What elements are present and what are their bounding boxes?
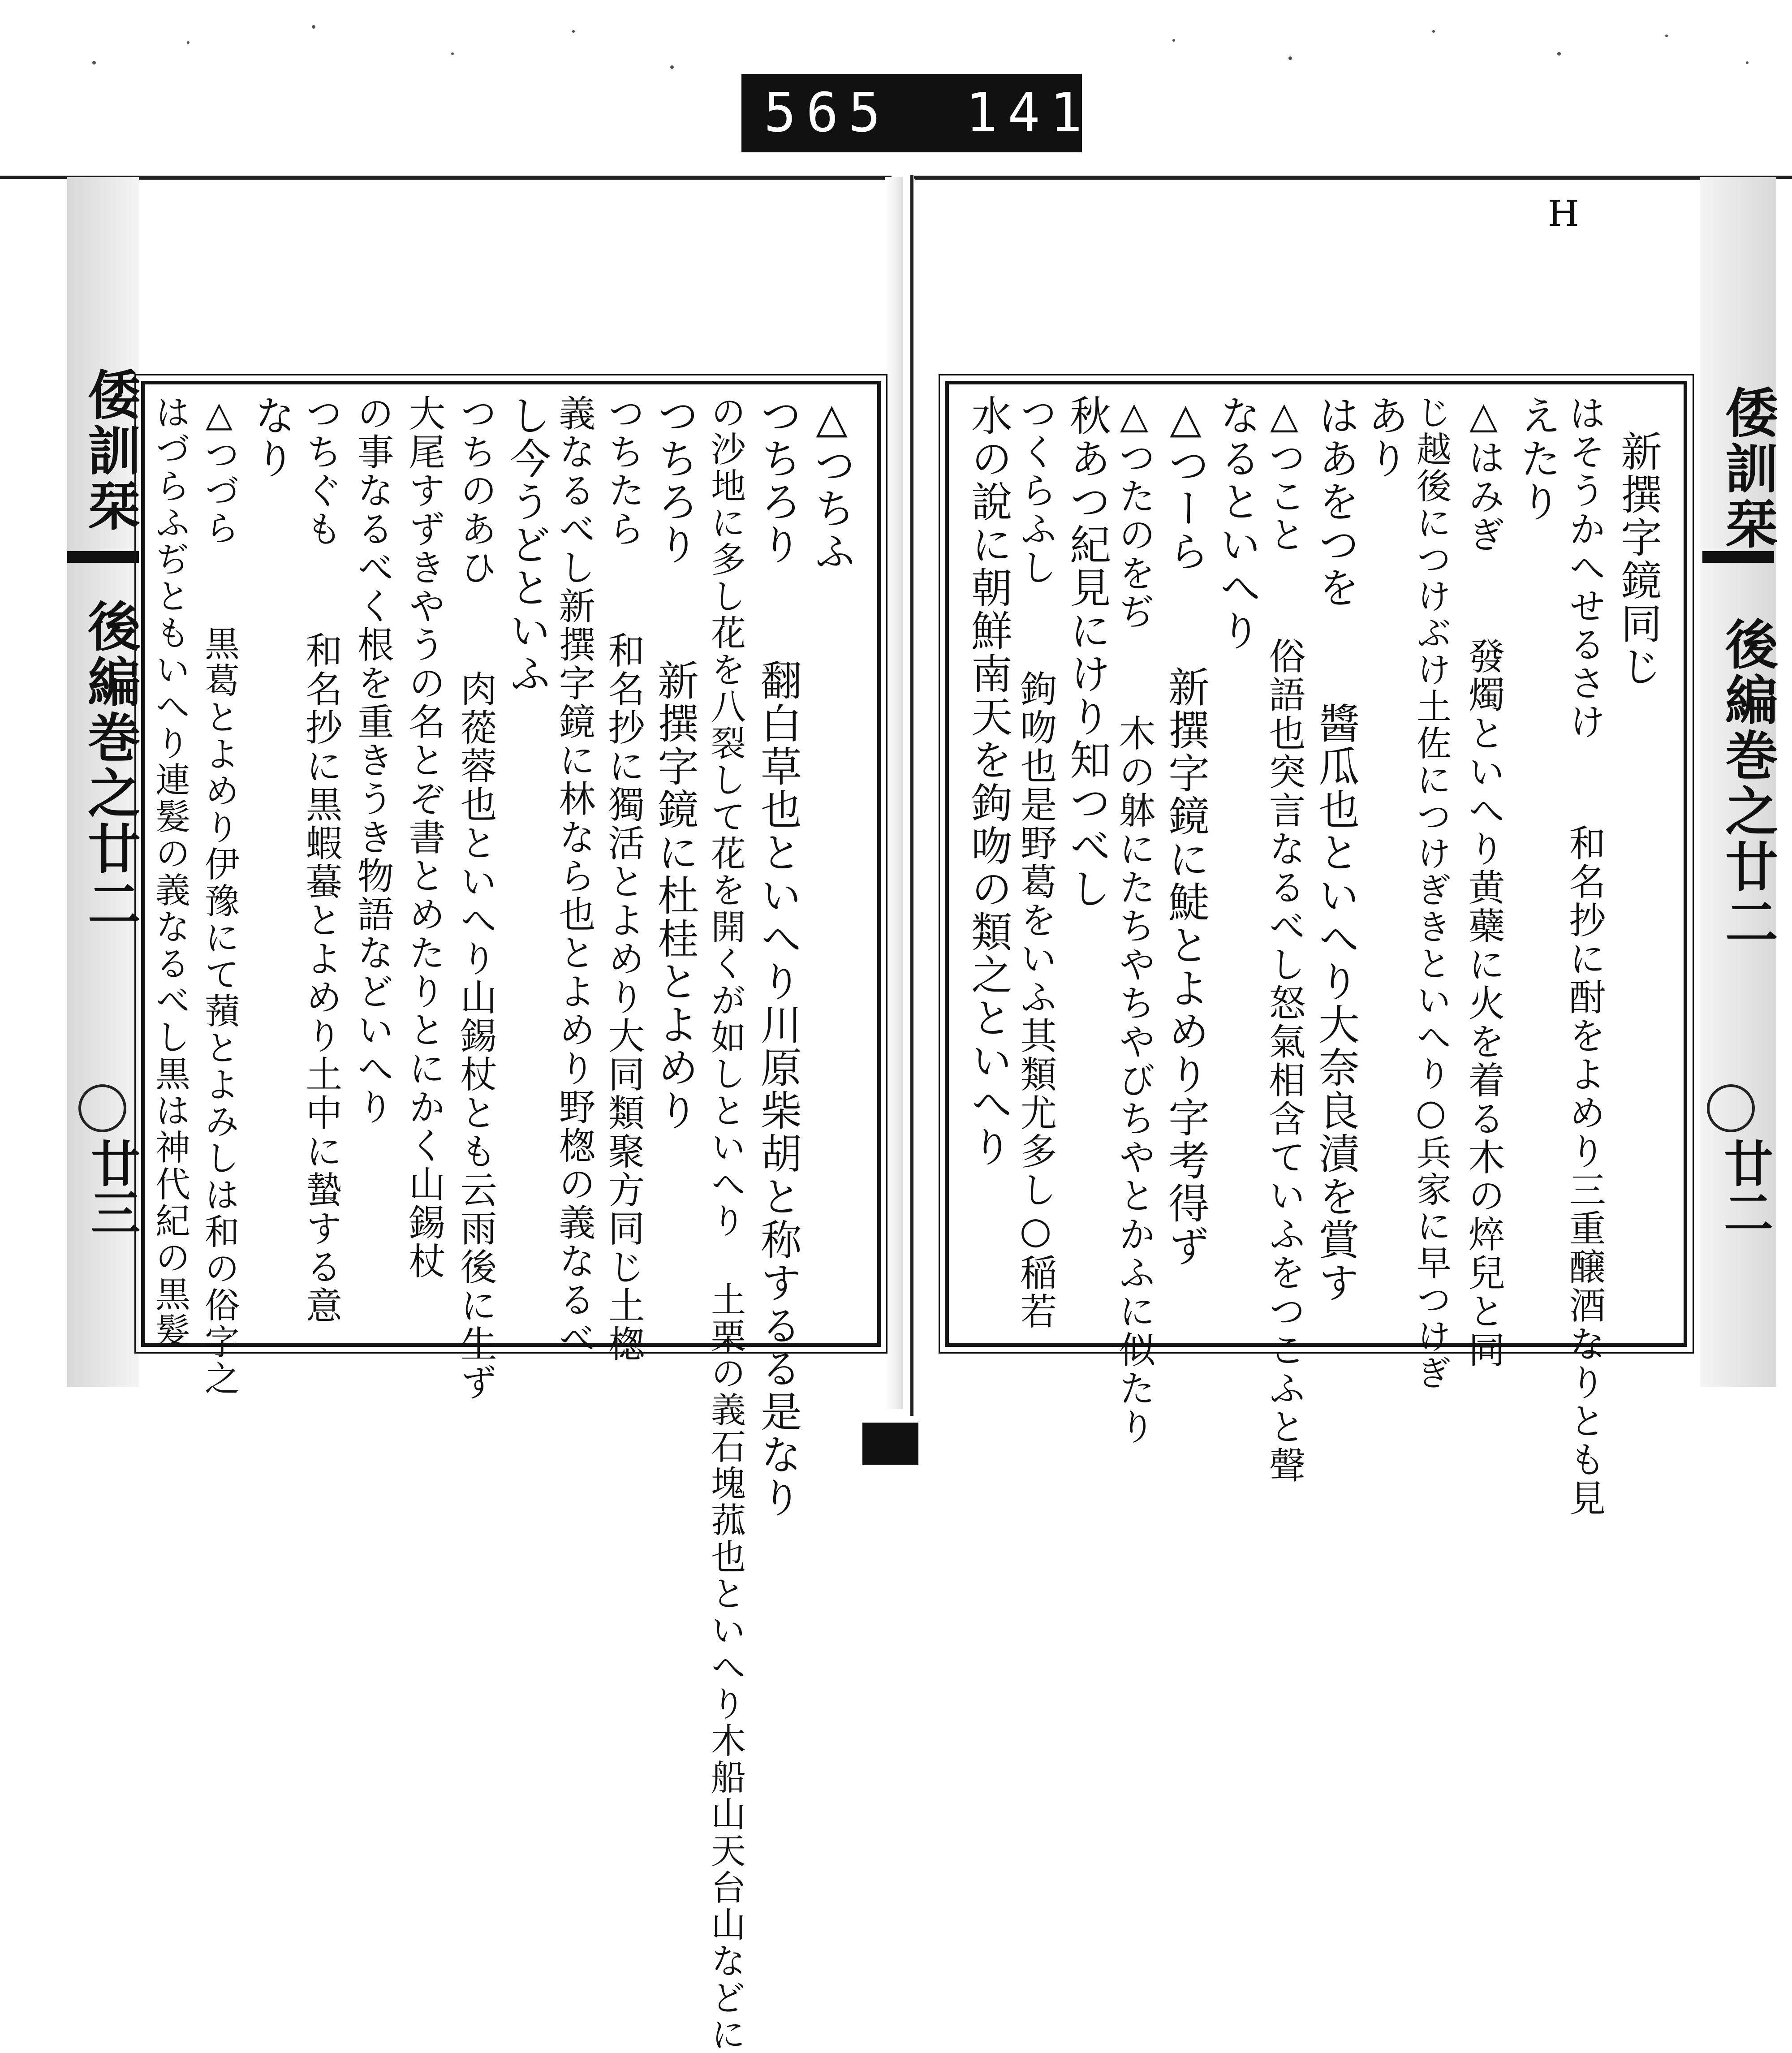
right-column-7: はあをつを 醬瓜也といへり大奈良漬を賞す — [1312, 394, 1360, 1304]
right-page-number: 廿二 — [1716, 1138, 1774, 1237]
left-margin-title: 倭訓栞 後編巻之廿二 — [79, 367, 141, 932]
right-column-4: △はみぎ 發燭といへり黄蘗に火を着る木の焠兒と同 — [1462, 394, 1505, 1369]
catalog-number: 565 — [764, 82, 891, 144]
right-column-10: △つーら 新撰字鏡に鯐とよめり字考得ず — [1162, 394, 1210, 1268]
left-column-6: 義なるべし新撰字鏡に林なら也とよめり野楤の義なるべ — [553, 394, 595, 1358]
spine-line — [910, 175, 913, 1416]
left-column-3: の沙地に多し花を八裂して花を開くが如しといへり 土栗の義石塊菰也といへり木船山天台山などに — [705, 394, 745, 2053]
right-column-3: えたり — [1513, 394, 1561, 523]
right-column-5: じ越後につけぶけ土佐につけぎきといへり○兵家に早つけぎ — [1411, 394, 1451, 1392]
right-column-13: つくらふし 鉤吻也是野葛をいふ其類尤多し○稲若 — [1014, 394, 1057, 1331]
left-column-10: の事なるべく根を重きうき物語などいへり — [351, 394, 394, 1126]
left-column-12: なり — [248, 394, 296, 480]
right-column-6: あり — [1361, 394, 1409, 480]
right-column-9: なるといへり — [1213, 394, 1261, 652]
right-column-1: 新撰字鏡同じ — [1614, 430, 1662, 688]
left-binding-hole — [78, 1084, 126, 1132]
left-column-1: △つちふ — [808, 394, 856, 573]
catalog-label — [741, 74, 1134, 152]
left-column-7: し今うどといふ — [503, 394, 551, 695]
left-column-9: 大尾すずきやうの名とぞ書とめたりとにかく山錫杖 — [403, 394, 445, 1281]
left-column-14: はづらふぢともいへり連髮の義なるべし黒は神代紀の黒髮 — [150, 394, 190, 1350]
left-column-11: つちぐも 和名抄に黒蝦蟇とよめり土中に蟄する意 — [300, 394, 342, 1325]
left-column-4: つちろり 新撰字鏡に杜桂とよめり — [651, 394, 699, 1132]
left-column-5: つちたら 和名抄に獨活とよめり大同類聚方同じ土楤 — [602, 394, 645, 1363]
right-column-11: △つたのをぢ 木の躰にたちやちやびちやとかふに似たり — [1113, 394, 1155, 1446]
left-column-8: つちのあひ 肉蓯蓉也といへり山錫杖とも云雨後に生ず — [454, 394, 497, 1402]
spine-fold — [885, 177, 903, 1409]
left-page-number: 廿三 — [83, 1138, 141, 1237]
left-column-2: つちろり 翻白草也といへり川原柴胡と称するる是なり — [754, 394, 802, 1519]
right-column-12: 秋あつ紀見にけり知つべし — [1063, 394, 1111, 910]
catalog-sub-number: 141. — [965, 82, 1134, 144]
right-binding-hole — [1707, 1084, 1755, 1132]
pencil-mark: H — [1548, 193, 1579, 234]
left-column-13: △つづら 黒葛とよめり伊豫にて蕷とよみしは和の俗字之 — [199, 394, 239, 1397]
right-column-8: △つこと 俗語也突言なるべし怒氣相含ていふをつこふと聲 — [1263, 394, 1305, 1485]
bottom-clip — [862, 1423, 918, 1465]
right-margin-title: 倭訓栞 後編巻之廿二 — [1716, 385, 1779, 950]
right-column-2: はそうかへせるさけ 和名抄に酎をよめり三重醸酒なりとも見 — [1563, 394, 1606, 1518]
right-column-14: 水の說に朝鮮南天を鉤吻の類之といへり — [965, 394, 1012, 1169]
